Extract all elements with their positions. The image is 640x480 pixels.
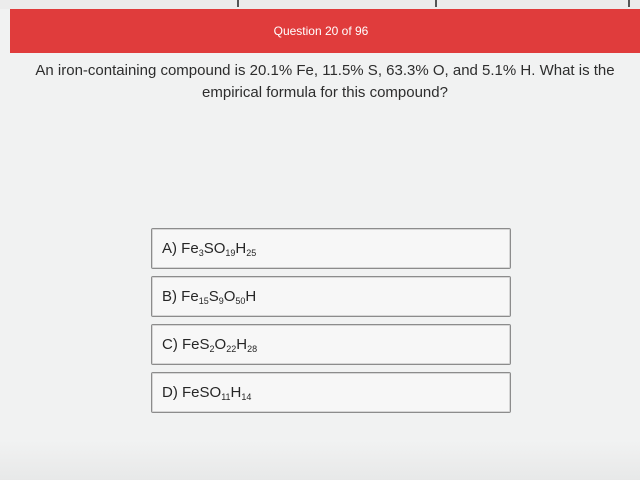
formula-symbol: O [214,336,227,353]
choice-c-button[interactable] [151,324,511,365]
formula-subscript: 22 [226,344,237,354]
formula-symbol: Fe [181,240,199,257]
tick-mark [628,0,630,7]
choice-letter: D) [162,384,178,401]
formula-symbol: Fe [181,288,199,305]
answer-choices [151,228,511,420]
formula-subscript: 14 [241,392,252,402]
choice-formula [182,384,251,401]
choice-b-button[interactable] [151,276,511,317]
formula-symbol: FeS [182,336,210,353]
formula-subscript: 11 [221,392,231,402]
formula-subscript: 25 [246,248,257,258]
choice-letter: A) [162,240,177,257]
formula-symbol: SO [203,240,226,257]
formula-symbol: H [236,336,248,353]
question-header-bar [10,9,640,53]
choice-formula [181,288,256,305]
bottom-shade [0,440,640,480]
choice-formula [181,240,256,257]
top-strip [0,0,640,9]
tick-mark [435,0,437,7]
formula-symbol: S [208,288,219,305]
formula-symbol: H [235,240,247,257]
choice-letter: B) [162,288,177,305]
choice-formula [182,336,257,353]
choice-d-button[interactable] [151,372,511,413]
formula-subscript: 50 [235,296,246,306]
formula-subscript: 9 [218,296,224,306]
formula-symbol: O [223,288,236,305]
choice-a-button[interactable] [151,228,511,269]
formula-subscript: 2 [209,344,215,354]
formula-symbol: H [245,288,257,305]
formula-subscript: 19 [225,248,236,258]
choice-letter: C) [162,336,178,353]
formula-subscript: 3 [198,248,204,258]
formula-symbol: FeSO [182,384,222,401]
tick-mark [237,0,239,7]
formula-subscript: 15 [198,296,209,306]
question-counter: Question 20 of 96 [273,24,369,38]
formula-subscript: 28 [247,344,258,354]
formula-symbol: H [230,384,242,401]
question-text: An iron-containing compound is 20.1% Fe, 11.5% S, 63.3% O, and 5.1% H. What is the empirical formula for this compound? [35,62,615,101]
